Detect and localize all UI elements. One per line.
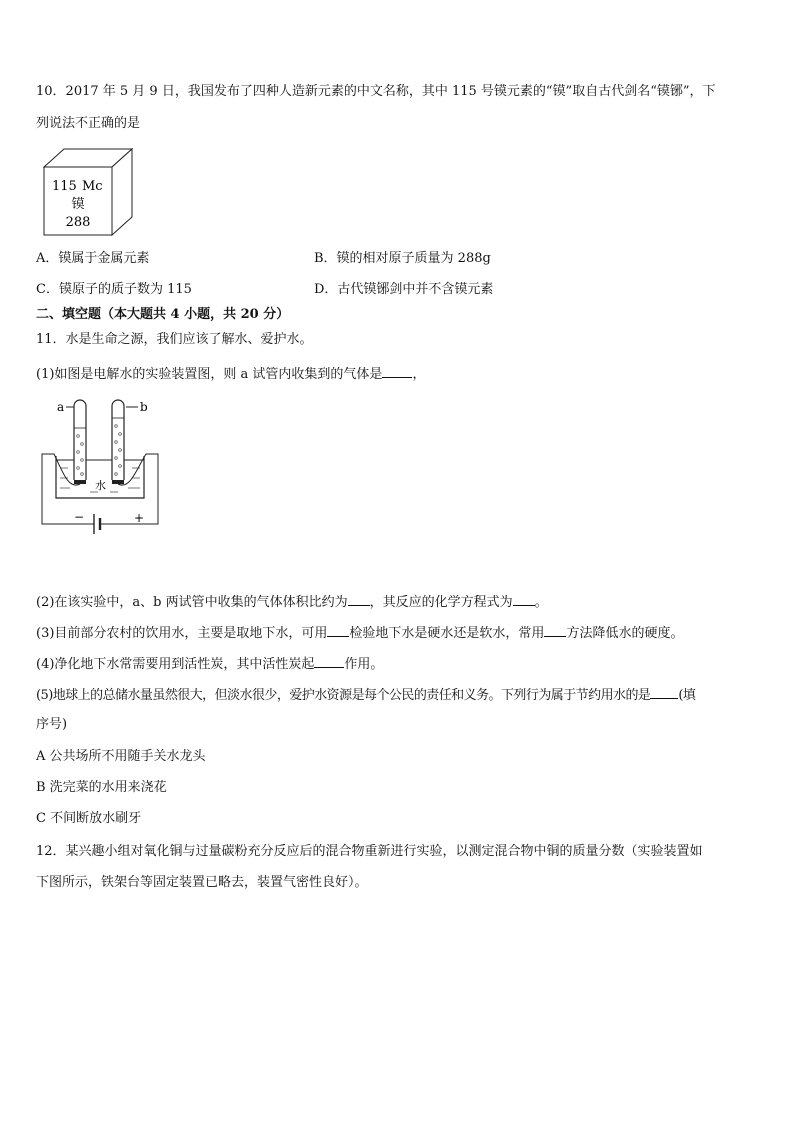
q12-stem-line2: 下图所示，铁架台等固定装置已略去，装置气密性良好）。 bbox=[36, 875, 368, 890]
q11-part4-text-a: (4)净化地下水常需要用到活性炭，其中活性炭起 bbox=[36, 657, 315, 672]
answer-blank[interactable] bbox=[544, 623, 566, 637]
answer-blank[interactable] bbox=[327, 623, 349, 637]
element-name: 镆 bbox=[71, 197, 85, 212]
q10-stem-line2: 列说法不正确的是 bbox=[36, 116, 141, 131]
electrode-a bbox=[74, 480, 86, 484]
test-tube-b bbox=[112, 400, 124, 480]
answer-blank[interactable] bbox=[348, 592, 370, 606]
answer-blank[interactable] bbox=[513, 592, 535, 606]
test-tube-a bbox=[74, 400, 86, 480]
q12-stem-line1: 12．某兴趣小组对氧化铜与过量碳粉充分反应后的混合物重新进行实验，以测定混合物中铜的质量分数（实验装置如 bbox=[36, 844, 703, 859]
q11-part3-text-c: 方法降低水的硬度。 bbox=[566, 626, 684, 641]
q11-part5-text-b: (填 bbox=[678, 688, 696, 703]
q10-stem-line1: 10．2017 年 5 月 9 日，我国发布了四种人造新元素的中文名称，其中 115 号镆元素的“镆”取自古代剑名“镆铘”，下 bbox=[36, 84, 716, 99]
q11-choice-c: C 不间断放水刷牙 bbox=[36, 811, 142, 826]
q11-part2-text-c: 。 bbox=[534, 595, 548, 610]
answer-blank[interactable] bbox=[650, 685, 678, 699]
q11-part4 bbox=[36, 654, 383, 674]
q11-choice-b: B 洗完菜的水用来浇花 bbox=[36, 780, 167, 795]
q10-option-c: C．镆原子的质子数为 115 bbox=[36, 282, 192, 297]
tube-a-label: a bbox=[57, 400, 65, 414]
section-heading: 二、填空题（本大题共 4 小题，共 20 分） bbox=[36, 307, 290, 322]
q11-part1-text: (1)如图是电解水的实验装置图，则 a 试管内收集到的气体是 bbox=[36, 367, 383, 382]
q11-stem: 11．水是生命之源，我们应该了解水、爱护水。 bbox=[36, 332, 313, 347]
q11-part3-text-b: 检验地下水是硬水还是软水，常用 bbox=[349, 626, 545, 641]
plus-sign: + bbox=[134, 511, 145, 525]
q11-choice-a: A 公共场所不用随手关水龙头 bbox=[36, 749, 206, 764]
q11-part1 bbox=[36, 364, 425, 384]
tube-b-label: b bbox=[140, 400, 148, 414]
element-symbol: Mc bbox=[82, 179, 103, 194]
q11-part3-text-a: (3)目前部分农村的饮用水，主要是取地下水，可用 bbox=[36, 626, 328, 641]
answer-blank[interactable] bbox=[314, 654, 344, 668]
q11-part1-punct: ， bbox=[412, 367, 426, 382]
q11-part2 bbox=[36, 592, 548, 612]
q11-part2-text-a: (2)在该实验中，a、b 两试管中收集的气体体积比约为 bbox=[36, 595, 348, 610]
q10-option-a: A．镆属于金属元素 bbox=[36, 251, 150, 266]
answer-blank[interactable] bbox=[382, 364, 412, 378]
minus-sign: − bbox=[74, 510, 85, 524]
q11-part4-text-b: 作用。 bbox=[344, 657, 384, 672]
q10-option-d: D．古代镆铘剑中并不含镆元素 bbox=[314, 282, 494, 297]
electrode-b bbox=[112, 480, 124, 484]
element-mass: 288 bbox=[65, 215, 91, 230]
q11-part5-text-a: (5)地球上的总储水量虽然很大，但淡水很少，爱护水资源是每个公民的责任和义务。下列行为属于节约用水的是 bbox=[36, 688, 651, 703]
element-cube-figure bbox=[40, 145, 136, 237]
q11-part5-line1 bbox=[36, 685, 695, 705]
q11-part5-line2: 序号) bbox=[36, 717, 68, 732]
q11-part3 bbox=[36, 623, 683, 643]
electrolysis-diagram bbox=[40, 394, 168, 548]
water-label: 水 bbox=[95, 479, 106, 492]
element-atomic-number: 115 bbox=[52, 179, 77, 194]
q11-part2-text-b: ，其反应的化学方程式为 bbox=[369, 595, 513, 610]
q10-option-b: B．镆的相对原子质量为 288g bbox=[314, 251, 491, 266]
